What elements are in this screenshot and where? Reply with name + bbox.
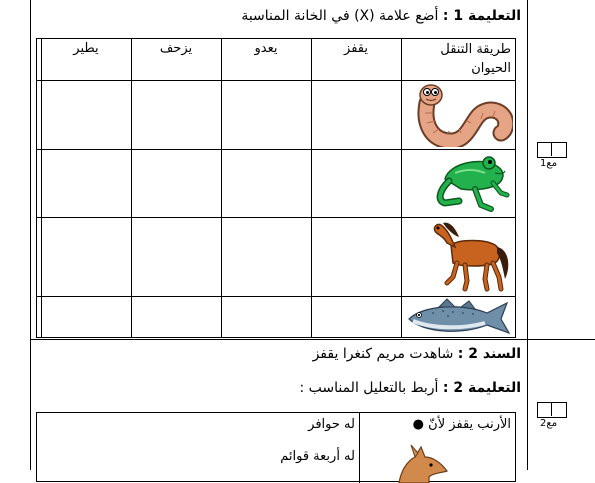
table-row-line <box>37 149 515 150</box>
left-border <box>30 0 31 470</box>
sanad-2-text: شاهدت مريم كنغرا يقفز <box>312 346 454 362</box>
frog-icon <box>435 151 513 215</box>
instruction-1-text: أضع علامة (X) في الخانة المناسبة <box>241 8 439 24</box>
margin-code-2: مع2 <box>540 418 558 429</box>
column-header-crawl: يزحف <box>159 41 193 56</box>
instruction-2-label: التعليمة 2 : <box>442 380 521 396</box>
instruction-2-text: أربط بالتعليل المناسب : <box>299 380 439 396</box>
worm-icon <box>417 83 513 147</box>
answer-cell-worm-jump[interactable] <box>312 81 400 148</box>
answer-cell-worm-crawl[interactable] <box>132 81 220 148</box>
score-box-1-divider <box>551 142 552 156</box>
answer-cell-worm-fly[interactable] <box>42 81 130 148</box>
reason-item[interactable]: له حوافر <box>308 417 355 432</box>
sanad-2 <box>313 346 521 362</box>
table-row-line <box>37 217 515 218</box>
matching-box <box>36 412 516 482</box>
right-margin-line <box>527 0 528 470</box>
instruction-1 <box>241 8 521 24</box>
reason-item[interactable]: له أربعة قوائم <box>280 449 355 464</box>
answer-cell-worm-run[interactable] <box>222 81 310 148</box>
sanad-2-label: السند 2 : <box>457 346 521 362</box>
instruction-2 <box>299 380 521 396</box>
animal-movement-table <box>36 38 516 338</box>
corner-header-animal: الحيوان <box>471 61 511 76</box>
statement-bullet: ● <box>412 417 424 432</box>
margin-code-1: مع1 <box>540 158 558 169</box>
score-box-1[interactable] <box>537 142 567 158</box>
statement-rabbit <box>413 417 511 432</box>
column-header-run: يعدو <box>254 41 278 56</box>
table-col-line <box>401 39 402 337</box>
instruction-1-label: التعليمة 1 : <box>442 8 521 24</box>
matching-divider <box>359 413 360 483</box>
column-header-fly: يطير <box>73 41 99 56</box>
fish-icon <box>403 297 515 337</box>
horse-icon <box>429 219 513 295</box>
kangaroo-icon <box>385 443 455 483</box>
section-divider <box>30 339 595 340</box>
column-header-jump: يقفز <box>344 41 368 56</box>
statement-text: الأرنب يقفز لأنّ <box>428 417 511 432</box>
corner-header-movement: طريقة التنقل <box>440 42 511 57</box>
score-box-2-divider <box>551 402 552 416</box>
score-box-2[interactable] <box>537 402 567 418</box>
